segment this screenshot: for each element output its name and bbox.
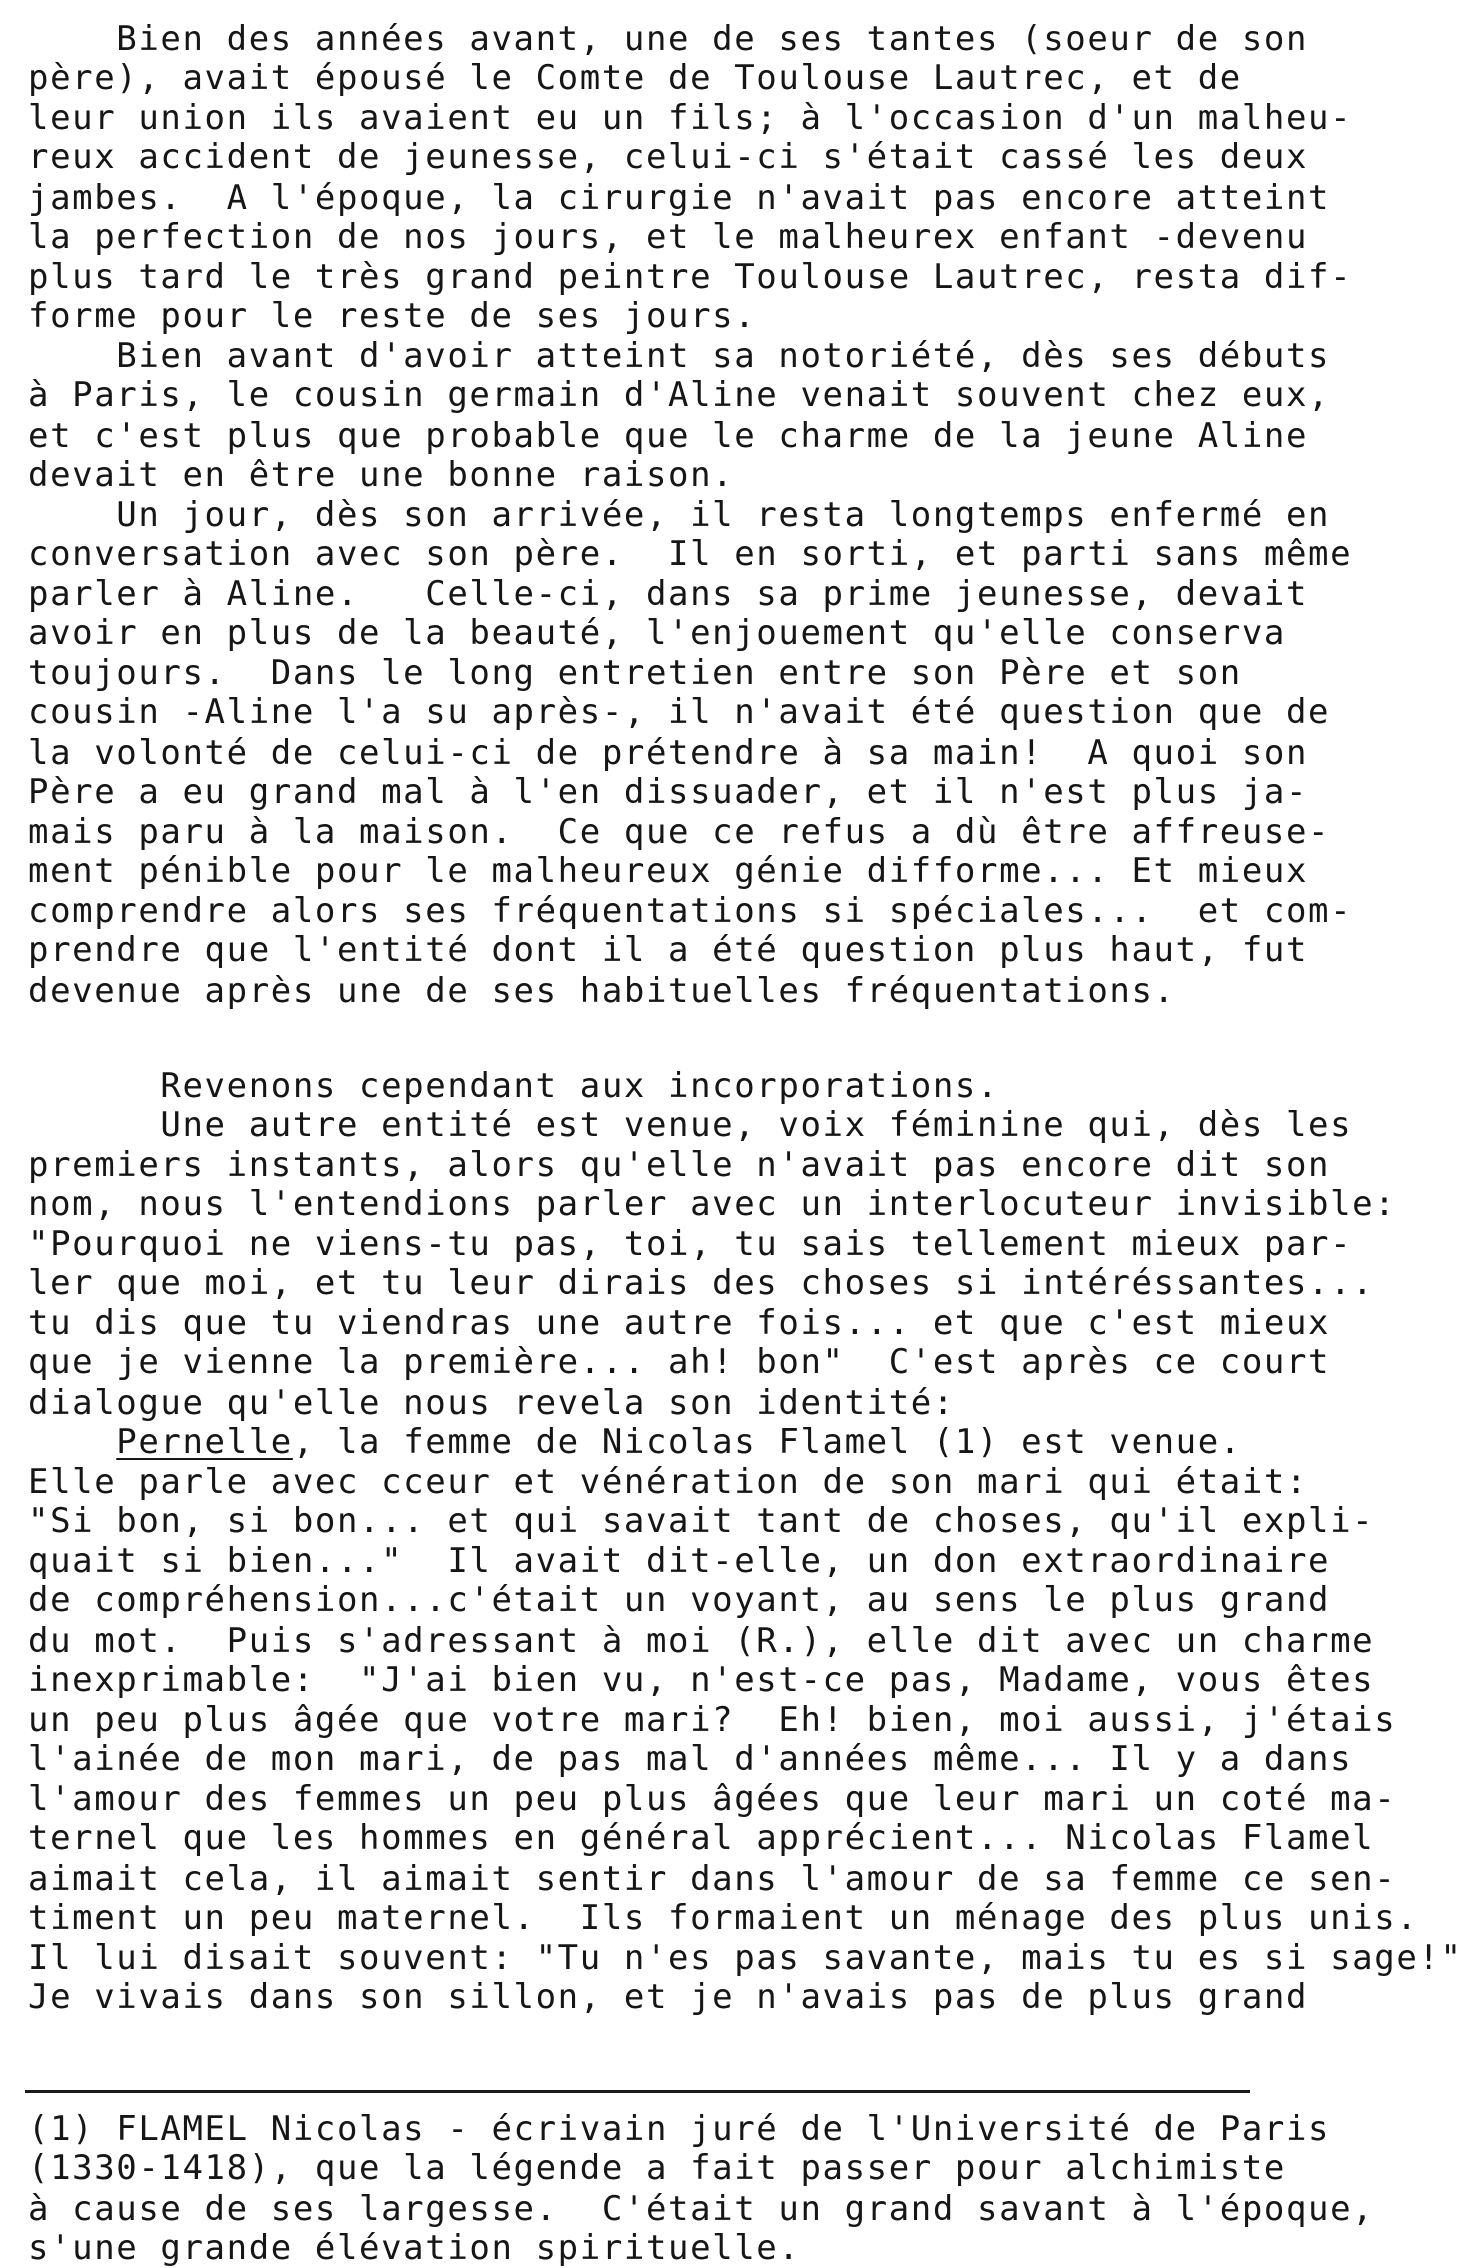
text-line: toujours. Dans le long entretien entre son Père et son: [28, 653, 1242, 694]
text-line: quait si bien..." Il avait dit-elle, un don extraordinaire: [28, 1541, 1331, 1582]
text-line: "Si bon, si bon... et qui savait tant de choses, qu'il expli-: [28, 1501, 1375, 1541]
text-line: l'amour des femmes un peu plus âgées que leur mari un coté ma-: [28, 1779, 1397, 1820]
text-line: forme pour le reste de ses jours.: [28, 295, 757, 336]
text-line: leur union ils avaient eu un fils; à l'occasion d'un malheu-: [28, 98, 1353, 139]
footnote-line: à cause de ses largesse. C'était un grand savant à l'époque,: [28, 2188, 1375, 2229]
text-line: tu dis que tu viendras une autre fois... et que c'est mieux: [28, 1303, 1331, 1344]
text-line: nom, nous l'entendions parler avec un interlocuteur invisible:: [28, 1183, 1397, 1224]
text-line: premiers instants, alors qu'elle n'avait pas encore dit son: [28, 1144, 1331, 1185]
text-line: la perfection de nos jours, et le malheurex enfant -devenu: [28, 216, 1309, 257]
text-line: Il lui disait souvent: "Tu n'es pas savante, mais tu es si sage!": [28, 1937, 1463, 1978]
text-line: timent un peu maternel. Ils formaient un ménage des plus unis.: [28, 1897, 1419, 1938]
footnote-line: s'une grande élévation spirituelle.: [28, 2227, 801, 2268]
text-line: devait en être une bonne raison.: [28, 454, 735, 495]
text-line: parler à Aline. Celle-ci, dans sa prime jeunesse, devait: [28, 574, 1309, 615]
text-line: Je vivais dans son sillon, et je n'avais pas de plus grand: [28, 1976, 1309, 2017]
text-line: conversation avec son père. Il en sorti, et parti sans même: [28, 533, 1353, 574]
text-line: comprendre alors ses fréquentations si spéciales... et com-: [28, 891, 1353, 932]
text-line: plus tard le très grand peintre Toulouse Lautrec, resta dif-: [28, 256, 1353, 297]
text-line: Père a eu grand mal à l'en dissuader, et il n'est plus ja-: [28, 771, 1309, 812]
text-line: et c'est plus que probable que le charme de la jeune Aline: [28, 415, 1309, 456]
text-line: prendre que l'entité dont il a été question plus haut, fut: [28, 930, 1309, 971]
underlined-name: Pernelle: [116, 1421, 293, 1462]
text-line: de compréhension...c'était un voyant, au sens le plus grand: [28, 1580, 1331, 1621]
text-line: ment pénible pour le malheureux génie difforme... Et mieux: [28, 851, 1309, 891]
indent: [28, 1422, 116, 1462]
text-line: l'ainée de mon mari, de pas mal d'années même... Il y a dans: [28, 1738, 1353, 1779]
text-line: à Paris, le cousin germain d'Aline venait souvent chez eux,: [28, 375, 1331, 416]
text-line: mais paru à la maison. Ce que ce refus a dù être affreuse-: [28, 812, 1331, 852]
text-line: aimait cela, il aimait sentir dans l'amour de sa femme ce sen-: [28, 1858, 1397, 1899]
text-line: inexprimable: "J'ai bien vu, n'est-ce pas, Madame, vous êtes: [28, 1659, 1375, 1700]
footnote-line: (1) FLAMEL Nicolas - écrivain juré de l'Université de Paris: [28, 2109, 1331, 2150]
text-line: "Pourquoi ne viens-tu pas, toi, tu sais tellement mieux par-: [28, 1224, 1353, 1265]
text-line: cousin -Aline l'a su après-, il n'avait été question que de: [28, 692, 1331, 733]
text-line: la volonté de celui-ci de prétendre à sa main! A quoi son: [28, 732, 1309, 773]
text-line: du mot. Puis s'adressant à moi (R.), elle dit avec un charme: [28, 1620, 1375, 1661]
text-line: [28, 1423, 1242, 1463]
text-line: un peu plus âgée que votre mari? Eh! bien, moi aussi, j'étais: [28, 1699, 1397, 1740]
text-line: père), avait épousé le Comte de Toulouse Lautrec, et de: [28, 58, 1242, 98]
text-line: Une autre entité est venue, voix féminine qui, dès les: [28, 1104, 1353, 1145]
text-line: Revenons cependant aux incorporations.: [28, 1065, 1000, 1106]
footnote-line: (1330-1418), que la légende a fait passer pour alchimiste: [28, 2148, 1286, 2189]
text-line: avoir en plus de la beauté, l'enjouement qu'elle conserva: [28, 613, 1286, 654]
text-line: Un jour, dès son arrivée, il resta longtemps enfermé en: [28, 494, 1331, 535]
text-line: ler que moi, et tu leur dirais des choses si intéréssantes...: [28, 1263, 1375, 1304]
text-line: Bien avant d'avoir atteint sa notoriété, dès ses débuts: [28, 336, 1331, 377]
text-line: Bien des années avant, une de ses tantes (soeur de son: [28, 19, 1309, 59]
text-line: reux accident de jeunesse, celui-ci s'était cassé les deux: [28, 137, 1309, 178]
text-line: jambes. A l'époque, la cirurgie n'avait pas encore atteint: [28, 177, 1331, 218]
text-line: dialogue qu'elle nous revela son identité:: [28, 1382, 955, 1423]
text-segment: , la femme de Nicolas Flamel (1) est venue.: [292, 1421, 1242, 1462]
text-line: Elle parle avec cceur et vénération de son mari qui était:: [28, 1462, 1309, 1502]
text-line: ternel que les hommes en général apprécient... Nicolas Flamel: [28, 1818, 1375, 1859]
text-line: devenue après une de ses habituelles fréquentations.: [28, 970, 1176, 1011]
text-line: que je vienne la première... ah! bon" C'est après ce court: [28, 1342, 1331, 1383]
footnote-rule: [25, 2090, 1250, 2093]
